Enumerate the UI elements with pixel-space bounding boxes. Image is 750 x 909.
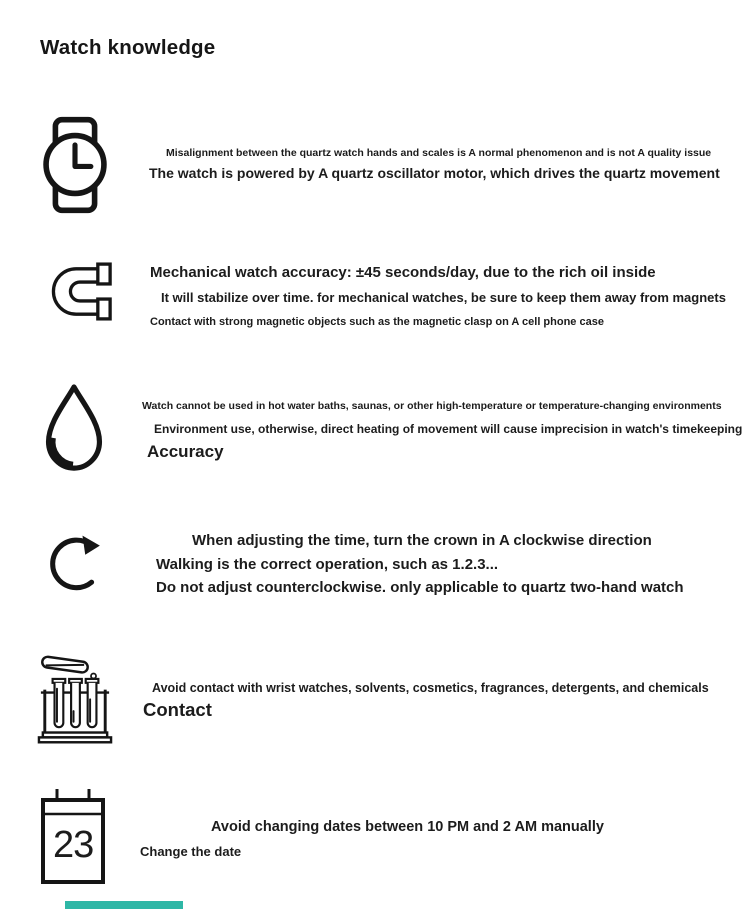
knowledge-line: The watch is powered by A quartz oscillator motor, which drives the quartz movement	[149, 165, 720, 181]
test-tubes-icon	[37, 646, 113, 745]
teal-accent-bar	[65, 901, 183, 909]
magnet-icon	[44, 260, 112, 323]
page-title: Watch knowledge	[40, 36, 216, 59]
knowledge-line: Watch cannot be used in hot water baths, saunas, or other high-temperature or temperature-changing environments	[142, 400, 722, 412]
water-drop-icon	[41, 380, 107, 477]
knowledge-line: Misalignment between the quartz watch hands and scales is A normal phenomenon and is not A quality issue	[166, 147, 712, 159]
knowledge-line: Change the date	[140, 844, 242, 859]
knowledge-line: When adjusting the time, turn the crown in A clockwise direction	[192, 532, 652, 549]
knowledge-line: Do not adjust counterclockwise. only applicable to quartz two-hand watch	[156, 579, 684, 596]
calendar-day-number: 23	[53, 824, 94, 866]
section-heading-accuracy: Accuracy	[147, 442, 224, 461]
knowledge-line: Walking is the correct operation, such as 1.2.3...	[156, 556, 499, 573]
knowledge-line: Environment use, otherwise, direct heating of movement will cause imprecision in watch's timekeeping	[154, 422, 743, 436]
knowledge-line: Contact with strong magnetic objects such as the magnetic clasp on A cell phone case	[150, 316, 604, 328]
knowledge-line: Avoid changing dates between 10 PM and 2 AM manually	[211, 819, 604, 835]
section-heading-contact: Contact	[143, 699, 212, 720]
knowledge-line: It will stabilize over time. for mechanical watches, be sure to keep them away from magnets	[161, 290, 726, 305]
knowledge-line: Avoid contact with wrist watches, solvents, cosmetics, fragrances, detergents, and chemicals	[152, 681, 709, 695]
clockwise-arrow-icon	[45, 525, 109, 601]
watch-icon	[42, 116, 108, 214]
knowledge-line: Mechanical watch accuracy: ±45 seconds/day, due to the rich oil inside	[150, 264, 656, 281]
